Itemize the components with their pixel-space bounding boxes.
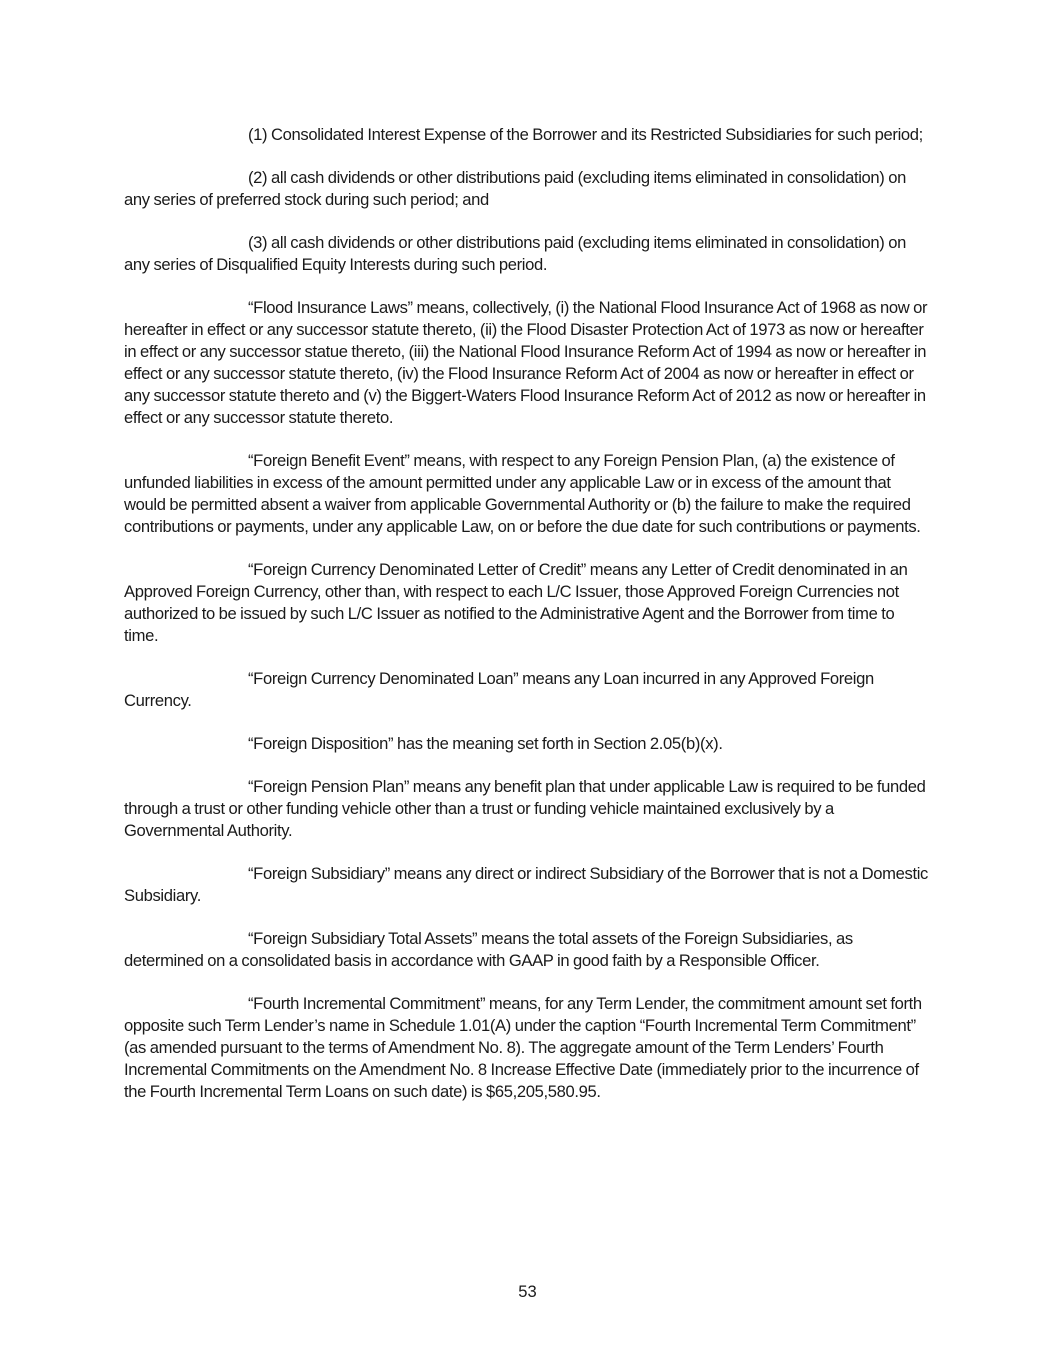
definition-foreign-currency-loan: “Foreign Currency Denominated Loan” means any Loan incurred in any Approved Foreign Currency. (124, 669, 874, 710)
clause-3-disqualified-dividends: (3) all cash dividends or other distributions paid (excluding items eliminated in consolidation) on any series of Disqualified Equity Interests during such period. (124, 233, 907, 274)
clause-1-interest-expense: (1) Consolidated Interest Expense of the Borrower and its Restricted Subsidiaries for such period; (248, 125, 923, 144)
definition-fourth-incremental-commitment: “Fourth Incremental Commitment” means, for any Term Lender, the commitment amount set forth opposite such Term Lender’s name in Schedule 1.01(A) under the caption “Fourth Incremental Term Commitment” (as amended pursuant to the terms of Amendment No. 8). The aggregate amount of the Term Lenders’ Fourth Incremental Commitments on the Amendment No. 8 Increase Effective Date (immediately prior to the incurrence of the Fourth Incremental Term Loans on such date) is $65,205,580.95. (124, 994, 922, 1101)
definition-foreign-benefit-event: “Foreign Benefit Event” means, with respect to any Foreign Pension Plan, (a) the existence of unfunded liabilities in excess of the amount permitted under any applicable Law or in excess of the amount that would be permitted absent a waiver from applicable Governmental Authority or (b) the failure to make the required contributions or payments, under any applicable Law, on or before the due date for such contributions or payments. (124, 451, 921, 536)
definition-foreign-currency-letter-of-credit: “Foreign Currency Denominated Letter of Credit” means any Letter of Credit denominated in an Approved Foreign Currency, other than, with respect to each L/C Issuer, those Approved Foreign Currencies not authorized to be issued by such L/C Issuer as notified to the Administrative Agent and the Borrower from time to time. (124, 560, 908, 645)
definition-foreign-pension-plan: “Foreign Pension Plan” means any benefit plan that under applicable Law is required to be funded through a trust or other funding vehicle other than a trust or funding vehicle maintained exclusively by a Governmental Authority. (124, 777, 926, 840)
definition-foreign-subsidiary: “Foreign Subsidiary” means any direct or indirect Subsidiary of the Borrower that is not a Domestic Subsidiary. (124, 864, 928, 905)
definition-foreign-subsidiary-total-assets: “Foreign Subsidiary Total Assets” means the total assets of the Foreign Subsidiaries, as determined on a consolidated basis in accordance with GAAP in good faith by a Responsible Officer. (124, 929, 853, 970)
page-number: 53 (518, 1282, 537, 1301)
definition-foreign-disposition: “Foreign Disposition” has the meaning set forth in Section 2.05(b)(x). (248, 734, 723, 753)
clause-2-preferred-dividends: (2) all cash dividends or other distributions paid (excluding items eliminated in consolidation) on any series of preferred stock during such period; and (124, 168, 907, 209)
definition-flood-insurance-laws: “Flood Insurance Laws” means, collectively, (i) the National Flood Insurance Act of 1968 as now or hereafter in effect or any successor statute thereto, (ii) the Flood Disaster Protection Act of 1973 as now or hereafter in effect or any successor statue thereto, (iii) the National Flood Insurance Reform Act of 1994 as now or hereafter in effect or any successor statute thereto, (iv) the Flood Insurance Reform Act of 2004 as now or hereafter in effect or any successor statute thereto and (v) the Biggert-Waters Flood Insurance Reform Act of 2012 as now or hereafter in effect or any successor statute thereto. (124, 298, 928, 427)
document-page (124, 124, 932, 1124)
